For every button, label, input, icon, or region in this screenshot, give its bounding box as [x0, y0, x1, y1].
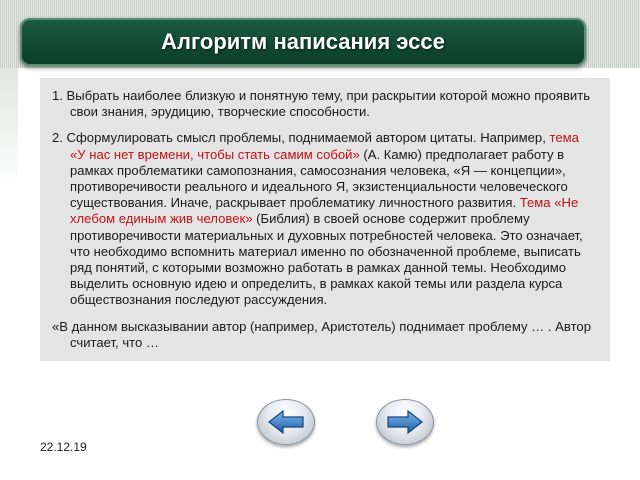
paragraph-2-text-b: (А. Камю) предполагает работу в рамках проблематики самопознания, самосознания человека, «Я — концепции», противоречивости реального и идеального Я, экзистенциальности человеческого существования. Иначе, раскрывает проблематику личностного развития.: [70, 146, 568, 211]
next-slide-button[interactable]: [376, 399, 434, 445]
title-bar: [20, 18, 586, 66]
paragraph-2-text-a: 2. Сформулировать смысл проблемы, поднимаемой автором цитаты. Например,: [52, 130, 550, 146]
slide-title: Алгоритм написания эссе: [161, 29, 445, 54]
highlight-quote-bible: Тема «Не хлебом единым жив человек»: [70, 195, 579, 227]
paragraph-2: [48, 130, 598, 308]
prev-slide-button[interactable]: [257, 399, 315, 445]
content-box: [40, 78, 610, 361]
side-stripes: [0, 68, 18, 188]
arrow-left-icon: [267, 409, 305, 435]
paragraph-1: 1. Выбрать наиболее близкую и понятную тему, при раскрытии которой можно проявить свои знания, эрудицию, творческие способности.: [52, 88, 591, 120]
arrow-right-icon: [386, 409, 424, 435]
slide-date: 22.12.19: [40, 440, 87, 454]
highlight-quote-camus: тема «У нас нет времени, чтобы стать самим собой»: [70, 130, 579, 162]
paragraph-2-text-c: (Библия) в своей основе содержит проблему противоречивости материальных и духовных потребностей человека. Это означает, что необходимо вспомнить материал именно по обозначенной проблеме, выписать ряд понятий, с которыми возможно работать в рамках данной темы. Необходимо выделить основную идею и определить, в рамках какой темы или раздела курса обществознания последуют рассуждения.: [70, 211, 583, 308]
paragraph-3: «В данном высказывании автор (например, Аристотель) поднимает проблему … . Автор считает, что …: [52, 318, 591, 350]
